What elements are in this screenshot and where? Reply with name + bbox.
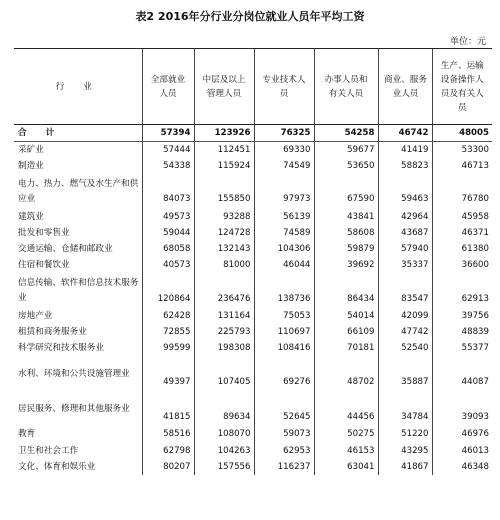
wage-production-transport: 36600 <box>432 258 492 274</box>
wage-commerce-service: 35337 <box>378 258 432 274</box>
wage-production-transport: 46713 <box>432 158 492 174</box>
wage-professionals: 110697 <box>254 325 314 341</box>
table-row <box>14 459 492 475</box>
header-managers-label: 中层及以上管理人员 <box>202 74 246 99</box>
wage-all-employees: 49573 <box>142 209 194 225</box>
wage-commerce-service: 42099 <box>378 309 432 325</box>
table-row <box>14 174 492 209</box>
wage-production-transport: 53300 <box>432 142 492 159</box>
table-row <box>14 209 492 225</box>
wage-managers: 89634 <box>194 392 254 427</box>
table-row <box>14 274 492 309</box>
wage-managers: 132143 <box>194 241 254 257</box>
wage-all-employees: 57394 <box>142 125 194 142</box>
wage-clerks: 59879 <box>314 241 378 257</box>
wage-production-transport: 55377 <box>432 341 492 357</box>
wage-professionals: 104306 <box>254 241 314 257</box>
wage-managers: 155850 <box>194 174 254 209</box>
wage-professionals: 69276 <box>254 357 314 392</box>
table-row <box>14 341 492 357</box>
wage-managers: 112451 <box>194 142 254 159</box>
wage-production-transport: 44087 <box>432 357 492 392</box>
wage-commerce-service: 47742 <box>378 325 432 341</box>
wage-production-transport: 39093 <box>432 392 492 427</box>
header-production-transport-label: 生产、运输设备操作人员及有关人员 <box>440 60 484 113</box>
wage-clerks: 59677 <box>314 142 378 159</box>
wage-professionals: 116237 <box>254 459 314 475</box>
wage-clerks: 48702 <box>314 357 378 392</box>
wage-clerks: 63041 <box>314 459 378 475</box>
wage-clerks: 54014 <box>314 309 378 325</box>
wage-professionals: 56139 <box>254 209 314 225</box>
wage-commerce-service: 51220 <box>378 427 432 443</box>
header-commerce-service-label: 商业、服务业人员 <box>384 74 427 99</box>
wage-managers: 157556 <box>194 459 254 475</box>
wage-managers: 104263 <box>194 443 254 459</box>
table-title: 表2 2016年分行业分岗位就业人员年平均工资 <box>135 10 365 23</box>
wage-clerks: 66109 <box>314 325 378 341</box>
table-row <box>14 427 492 443</box>
wage-commerce-service: 57940 <box>378 241 432 257</box>
wage-professionals: 59073 <box>254 427 314 443</box>
wage-professionals: 62953 <box>254 443 314 459</box>
table-body <box>14 125 492 476</box>
wage-commerce-service: 43687 <box>378 225 432 241</box>
wage-all-employees: 80207 <box>142 459 194 475</box>
industry-name: 制造业 <box>18 160 44 171</box>
wage-managers: 124728 <box>194 225 254 241</box>
table-row <box>14 225 492 241</box>
table-row <box>14 142 492 159</box>
wage-all-employees: 59044 <box>142 225 194 241</box>
wage-professionals: 138736 <box>254 274 314 309</box>
industry-name: 居民服务、修理和其他服务业 <box>18 403 130 414</box>
industry-name: 信息传输、软件和信息技术服务业 <box>18 278 139 304</box>
wage-managers: 81000 <box>194 258 254 274</box>
table-row <box>14 258 492 274</box>
industry-name: 合 计 <box>14 125 142 142</box>
header-industry: 行 业 <box>14 49 142 125</box>
wage-production-transport: 48005 <box>432 125 492 142</box>
total-row <box>14 125 492 142</box>
wage-all-employees: 84073 <box>142 174 194 209</box>
wage-production-transport: 48839 <box>432 325 492 341</box>
wage-all-employees: 120864 <box>142 274 194 309</box>
table-row <box>14 443 492 459</box>
wage-professionals: 46044 <box>254 258 314 274</box>
header-all-employees <box>142 49 194 125</box>
wage-clerks: 86434 <box>314 274 378 309</box>
unit-label: 单位：元 <box>449 37 486 47</box>
wage-commerce-service: 46742 <box>378 125 432 142</box>
wage-clerks: 54258 <box>314 125 378 142</box>
table-row <box>14 357 492 392</box>
industry-name: 交通运输、仓储和邮政业 <box>18 244 113 255</box>
industry-name: 文化、体育和娱乐业 <box>18 461 96 472</box>
wage-commerce-service: 58823 <box>378 158 432 174</box>
wage-commerce-service: 41867 <box>378 459 432 475</box>
wage-managers: 93288 <box>194 209 254 225</box>
wage-production-transport: 46013 <box>432 443 492 459</box>
wage-all-employees: 41815 <box>142 392 194 427</box>
wage-commerce-service: 43295 <box>378 443 432 459</box>
table-row <box>14 241 492 257</box>
header-all-employees-label: 全部就业人员 <box>150 74 186 99</box>
wage-clerks: 53650 <box>314 158 378 174</box>
table-row <box>14 158 492 174</box>
wage-production-transport: 61380 <box>432 241 492 257</box>
industry-name: 卫生和社会工作 <box>18 445 79 456</box>
wage-commerce-service: 34784 <box>378 392 432 427</box>
wage-production-transport: 45958 <box>432 209 492 225</box>
wage-production-transport: 46371 <box>432 225 492 241</box>
industry-name: 采矿业 <box>18 144 44 155</box>
industry-name: 电力、热力、燃气及水生产和供应业 <box>18 178 139 204</box>
wage-managers: 236476 <box>194 274 254 309</box>
wage-managers: 198308 <box>194 341 254 357</box>
wage-all-employees: 68058 <box>142 241 194 257</box>
wage-professionals: 76325 <box>254 125 314 142</box>
wage-all-employees: 58516 <box>142 427 194 443</box>
wage-all-employees: 62428 <box>142 309 194 325</box>
wage-professionals: 69330 <box>254 142 314 159</box>
header-production-transport <box>432 49 492 125</box>
wage-commerce-service: 52540 <box>378 341 432 357</box>
wage-clerks: 43841 <box>314 209 378 225</box>
wage-commerce-service: 41419 <box>378 142 432 159</box>
wage-professionals: 74589 <box>254 225 314 241</box>
wage-production-transport: 46348 <box>432 459 492 475</box>
wage-production-transport: 46976 <box>432 427 492 443</box>
wage-production-transport: 76780 <box>432 174 492 209</box>
wage-clerks: 50275 <box>314 427 378 443</box>
industry-name: 水利、环境和公共设施管理业 <box>18 368 130 379</box>
wage-commerce-service: 83547 <box>378 274 432 309</box>
wage-all-employees: 57444 <box>142 142 194 159</box>
table-row <box>14 392 492 427</box>
wage-all-employees: 99599 <box>142 341 194 357</box>
wage-production-transport: 39756 <box>432 309 492 325</box>
wage-all-employees: 49397 <box>142 357 194 392</box>
wage-clerks: 67590 <box>314 174 378 209</box>
header-managers <box>194 49 254 125</box>
industry-name: 房地产业 <box>18 311 53 322</box>
wage-table <box>14 48 492 475</box>
wage-clerks: 70181 <box>314 341 378 357</box>
wage-managers: 107405 <box>194 357 254 392</box>
wage-professionals: 52645 <box>254 392 314 427</box>
wage-professionals: 97973 <box>254 174 314 209</box>
wage-managers: 123926 <box>194 125 254 142</box>
wage-commerce-service: 59463 <box>378 174 432 209</box>
wage-clerks: 58608 <box>314 225 378 241</box>
industry-name: 住宿和餐饮业 <box>18 260 70 271</box>
industry-name: 建筑业 <box>18 211 44 222</box>
wage-all-employees: 72855 <box>142 325 194 341</box>
header-professionals-label: 专业技术人员 <box>262 74 306 99</box>
header-commerce-service <box>378 49 432 125</box>
wage-managers: 131164 <box>194 309 254 325</box>
wage-clerks: 39692 <box>314 258 378 274</box>
wage-all-employees: 40573 <box>142 258 194 274</box>
industry-name: 教育 <box>18 429 36 440</box>
industry-name: 批发和零售业 <box>18 227 70 238</box>
wage-all-employees: 62798 <box>142 443 194 459</box>
wage-managers: 225793 <box>194 325 254 341</box>
industry-name: 科学研究和技术服务业 <box>18 343 104 354</box>
table-row <box>14 325 492 341</box>
wage-managers: 115924 <box>194 158 254 174</box>
wage-professionals: 74549 <box>254 158 314 174</box>
wage-all-employees: 54338 <box>142 158 194 174</box>
wage-managers: 108070 <box>194 427 254 443</box>
wage-production-transport: 62913 <box>432 274 492 309</box>
wage-professionals: 108416 <box>254 341 314 357</box>
industry-name: 租赁和商务服务业 <box>18 327 87 338</box>
wage-professionals: 75053 <box>254 309 314 325</box>
header-professionals <box>254 49 314 125</box>
header-row <box>14 49 492 125</box>
table-row <box>14 309 492 325</box>
wage-commerce-service: 35887 <box>378 357 432 392</box>
header-clerks-label: 办事人员和有关人员 <box>324 74 368 99</box>
wage-clerks: 46153 <box>314 443 378 459</box>
header-clerks <box>314 49 378 125</box>
wage-clerks: 44456 <box>314 392 378 427</box>
wage-commerce-service: 42964 <box>378 209 432 225</box>
